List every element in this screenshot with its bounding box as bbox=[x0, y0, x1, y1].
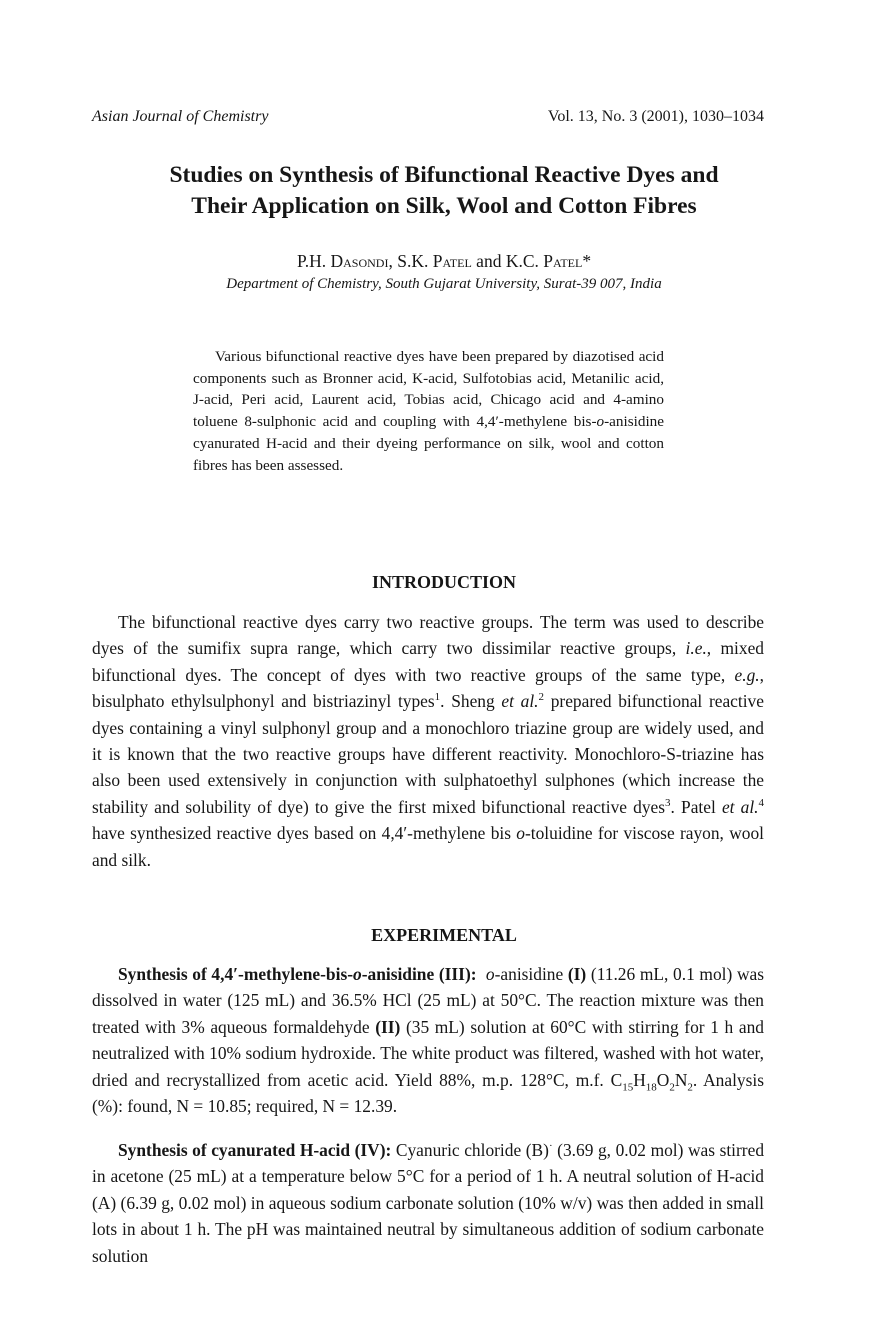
reference-3: 3 bbox=[665, 797, 671, 810]
exp-mark: · bbox=[548, 1140, 553, 1153]
subheading-text: Synthesis of 4,4′-methylene-bis- bbox=[118, 964, 353, 984]
corresponding-mark: * bbox=[582, 251, 592, 271]
journal-name: Asian Journal of Chemistry bbox=[92, 108, 269, 125]
formula-element: N bbox=[674, 1069, 688, 1090]
intro-text: prepared bifunctional reactive dyes containing a vinyl sulphonyl group and a monochloro triazine group are widely used, and it is known that the two reactive groups have different reactivity. Monochloro-S-triazine has also been used extensively in conjunction with sulphatoethyl sulphones (which increase the stability and solubility of dye) to give the first mixed bifunctional reactive dyes bbox=[92, 691, 764, 817]
intro-text: The bifunctional reactive dyes carry two reactive groups. The term was used to describe dyes of the sumifix supra range, which carry two dissimilar reactive groups, bbox=[92, 612, 764, 659]
abstract-italic: o bbox=[596, 413, 605, 431]
formula-subscript: 2 bbox=[669, 1081, 675, 1094]
formula-element: O bbox=[656, 1069, 670, 1090]
author-3-initials: and K.C. bbox=[471, 251, 544, 271]
author-2-surname: Patel bbox=[432, 251, 472, 271]
formula-subscript: 2 bbox=[687, 1081, 693, 1094]
intro-italic: et al. bbox=[721, 796, 759, 817]
intro-text: , bisulphato ethylsulphonyl and bistriazinyl types bbox=[92, 664, 764, 712]
reference-1: 1 bbox=[434, 691, 441, 704]
exp-text: (3.69 g, 0.02 mol) was stirred in acetone (25 mL) at a temperature below 5°C for a period of 1 h. A neutral solution of H-acid (A) (6.39 g, 0.02 mol) in aqueous sodium carbonate solution (10% w/v) was then added in small lots in about 1 h. The pH was maintained neutral by simultaneous addition of sodium carbonate solution bbox=[92, 1140, 765, 1266]
running-head bbox=[92, 108, 764, 126]
exp-text: (11.26 mL, 0.1 mol) was dissolved in water (125 mL) and 36.5% HCl (25 mL) at 50°C. The reaction mixture was then treated with 3% aqueous formaldehyde bbox=[92, 964, 765, 1037]
reference-2: 2 bbox=[538, 691, 545, 704]
intro-text: . Patel bbox=[670, 796, 722, 817]
subheading-synthesis-iii bbox=[118, 964, 477, 984]
paper-title bbox=[60, 160, 828, 222]
intro-text: -toluidine for viscose rayon, wool and silk. bbox=[92, 823, 764, 870]
intro-italic: o bbox=[516, 823, 525, 844]
intro-italic: i.e. bbox=[685, 638, 707, 659]
abstract-text-2: -anisidine cyanurated H-acid and their dyeing performance on silk, wool and cotton fibres has been assessed. bbox=[193, 413, 664, 474]
title-line-1: Studies on Synthesis of Bifunctional Reactive Dyes and bbox=[169, 162, 719, 188]
experimental-heading: EXPERIMENTAL bbox=[371, 925, 517, 945]
intro-text: have synthesized reactive dyes based on 4,4′-methylene bis bbox=[92, 823, 517, 844]
formula-element: H bbox=[633, 1069, 646, 1090]
reference-4: 4 bbox=[758, 797, 764, 810]
exp-text: Cyanuric chloride (B) bbox=[391, 1140, 549, 1160]
intro-text: . Sheng bbox=[440, 691, 502, 712]
author-list bbox=[0, 251, 888, 272]
author-3-surname: Patel bbox=[543, 251, 583, 271]
affiliation: Department of Chemistry, South Gujarat University, Surat-39 007, India bbox=[226, 276, 662, 292]
exp-text: . Analysis (%): found, N = 10.85; required, N = 12.39. bbox=[92, 1069, 764, 1117]
introduction-paragraph bbox=[92, 609, 764, 873]
intro-text: , mixed bifunctional dyes. The concept of dyes with two reactive groups of the same type, bbox=[92, 638, 764, 685]
title-line-2: Their Application on Silk, Wool and Cotton Fibres bbox=[191, 193, 697, 219]
exp-italic: o bbox=[485, 964, 495, 984]
author-1-surname: Dasondi bbox=[330, 251, 389, 271]
author-1-initials: P.H. bbox=[296, 251, 331, 271]
formula-subscript: 15 bbox=[622, 1081, 634, 1094]
subheading-synthesis-iv: Synthesis of cyanurated H-acid (IV): bbox=[118, 1140, 392, 1160]
compound-label: (II) bbox=[375, 1016, 401, 1037]
intro-italic: et al. bbox=[501, 691, 539, 712]
author-2-initials: , S.K. bbox=[388, 251, 433, 271]
formula-subscript: 18 bbox=[645, 1081, 657, 1094]
abstract bbox=[193, 346, 664, 476]
experimental-paragraph-1 bbox=[92, 961, 764, 1119]
introduction-heading: INTRODUCTION bbox=[371, 572, 517, 592]
subheading-italic: o bbox=[353, 964, 362, 984]
exp-text: -anisidine bbox=[494, 964, 568, 984]
intro-italic: e.g. bbox=[734, 664, 760, 685]
exp-text: (35 mL) solution at 60°C with stirring for 1 h and neutralized with 10% sodium hydroxide. The white product was filtered, washed with hot water, dried and recrystallized from acetic acid. Yield 88%, m.p. 128°C, m.f. C bbox=[92, 1016, 764, 1090]
subheading-text: -anisidine (III): bbox=[361, 964, 477, 984]
abstract-text-1: Various bifunctional reactive dyes have been prepared by diazotised acid components such as Bronner acid, K-acid, Sulfotobias acid, Metanilic acid, J-acid, Peri acid, Laurent acid, Tobias acid, Chicago acid and 4-amino toluene 8-sulphonic acid and coupling with 4,4′-methylene bis- bbox=[193, 348, 664, 431]
experimental-paragraph-2 bbox=[92, 1137, 764, 1269]
compound-label: (I) bbox=[567, 964, 587, 984]
volume-info: Vol. 13, No. 3 (2001), 1030–1034 bbox=[547, 108, 764, 125]
